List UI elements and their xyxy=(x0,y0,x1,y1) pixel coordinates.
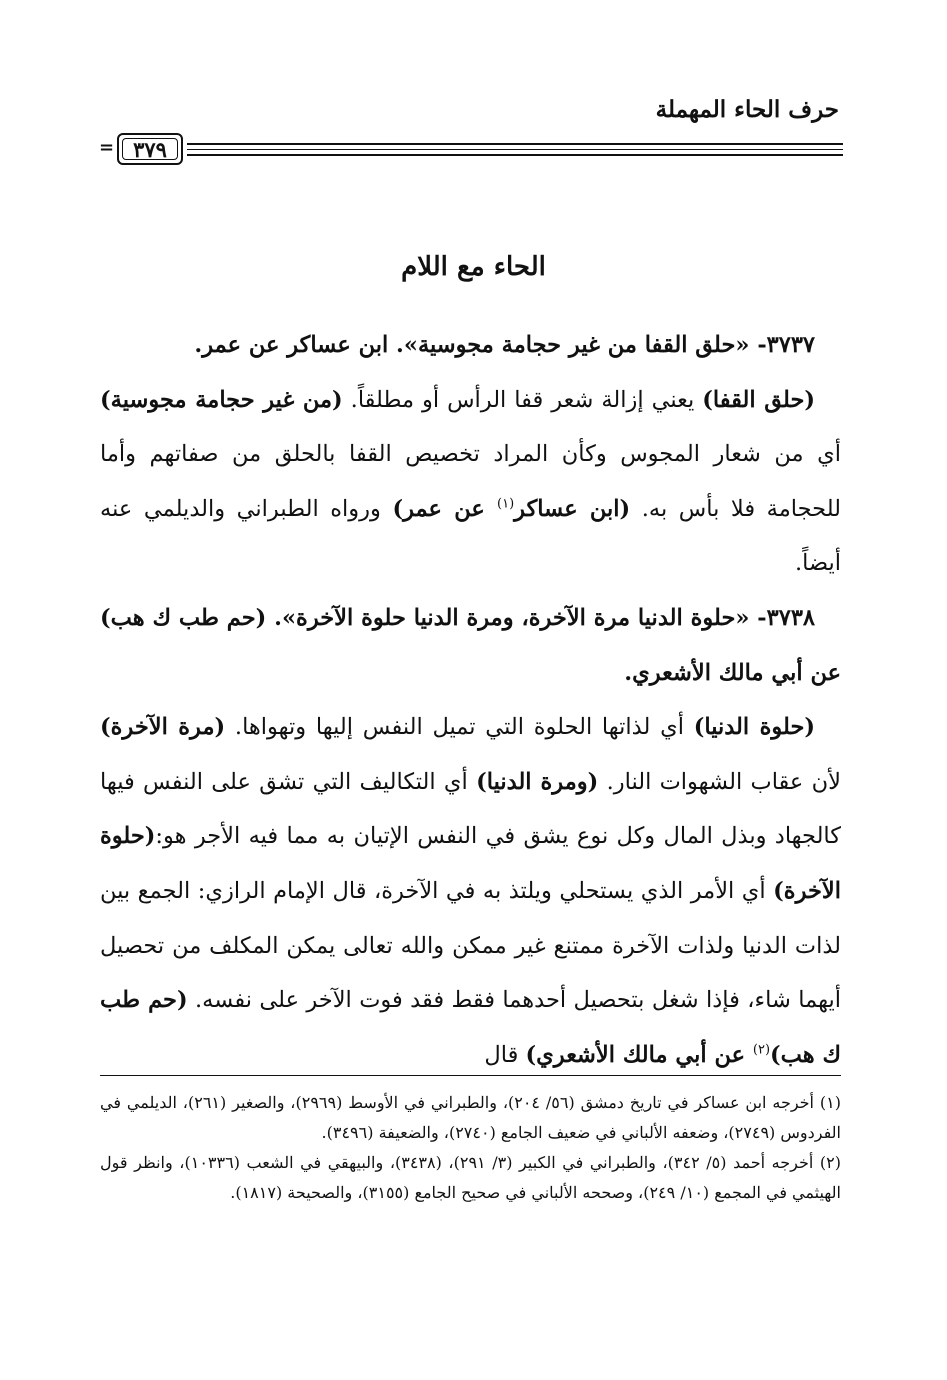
page-number: ٣٧٩ xyxy=(133,136,167,162)
footnote-2: (٢) أخرجه أحمد (٥/ ٣٤٢)، والطبراني في الكبير (٣/ ٢٩١)، (٣٤٣٨)، والبيهقي في الشعب (١٠٣٣٦)، وانظر قول الهيثمي في المجمع (١٠/ ٢٤٩)، وصححه الألباني في صحيح الجامع (٣١٥٥)، والصحيحة (١٨١٧). xyxy=(100,1153,841,1202)
commentary-text: أي لذاتها الحلوة التي تميل النفس إليها وتهواها. xyxy=(225,714,694,741)
commentary-text: ورواه الطبراني والديلمي عنه أيضاً. xyxy=(100,495,841,577)
entry-number: ٣٧٣٧- xyxy=(749,332,815,358)
header-edge-mark: = xyxy=(99,137,115,158)
header-rule xyxy=(187,154,843,156)
commentary-text: أي الأمر الذي يستحلي ويلتذ به في الآخرة، قال الإمام الرازي: الجمع بين لذات الدنيا ولذات الآخرة ممتنع غير ممكن والله تعالى يمكن المكلف من تحصيل أيهما شاء، فإذا شغل بتحصيل أحدهما فقط فقد فوت الآخر على نفسه. xyxy=(100,877,841,1014)
footnote-1: (١) أخرجه ابن عساكر في تاريخ دمشق (٥٦/ ٢٠٤)، والطبراني في الأوسط (٢٩٦٩)، والصغير (٢٦١)، الديلمي في الفردوس (٢٧٤٩)، وضعفه الألباني في ضعيف الجامع (٢٧٤٠)، والضعيفة (٣٤٩٦). xyxy=(100,1093,841,1142)
commentary-3737 xyxy=(100,373,841,591)
hadith-text: «حلق القفا من غير حجامة مجوسية». ابن عساكر عن عمر. xyxy=(194,332,750,358)
header-rule xyxy=(187,149,843,150)
quoted-phrase: (ومرة الدنيا) xyxy=(476,768,599,795)
entry-3738 xyxy=(100,591,841,700)
footnotes xyxy=(100,1088,841,1208)
commentary-text: أي من شعار المجوس وكأن المراد تخصيص القفا بالحلق من صفاتهم وأما للحجامة فلا بأس به. xyxy=(100,441,841,522)
quoted-phrase: (مرة الآخرة) xyxy=(100,714,226,741)
commentary-text: أي التكاليف التي تشق على النفس فيها كالجهاد وبذل المال وكل نوع يشق في النفس الإتيان به مما فيه الأجر هو: xyxy=(100,768,841,850)
commentary-text: لأن عقاب الشهوات النار. xyxy=(598,768,841,795)
quoted-phrase: عن أبي مالك الأشعري) xyxy=(525,1041,753,1068)
footnote-marker[interactable]: (١) xyxy=(497,496,515,512)
quoted-phrase: (حم طب ك هب) xyxy=(100,987,841,1068)
footnote-separator xyxy=(100,1075,841,1076)
hadith-text: «حلوة الدنيا مرة الآخرة، ومرة الدنيا حلوة الآخرة». (حم طب ك هب) عن أبي مالك الأشعري. xyxy=(100,604,841,686)
main-text xyxy=(100,318,841,1082)
chapter-title: حرف الحاء المهملة xyxy=(655,96,839,123)
quoted-phrase: (حلوة الآخرة) xyxy=(100,823,841,904)
quoted-phrase: (ابن عساكر xyxy=(514,495,631,522)
page-number-frame xyxy=(117,133,183,165)
commentary-3738 xyxy=(100,700,841,1082)
commentary-text: قال xyxy=(484,1041,526,1068)
quoted-phrase: عن عمر) xyxy=(392,495,498,522)
commentary-text: يعني إزالة شعر قفا الرأس أو مطلقاً. xyxy=(342,386,703,413)
quoted-phrase: (حلق القفا) xyxy=(702,386,816,413)
header-rule xyxy=(187,143,843,145)
footnote-marker[interactable]: (٢) xyxy=(752,1042,771,1058)
quoted-phrase: (من غير حجامة مجوسية) xyxy=(100,386,343,413)
entry-3737 xyxy=(100,318,841,373)
section-heading: الحاء مع اللام xyxy=(401,252,546,282)
entry-number: ٣٧٣٨- xyxy=(749,604,815,631)
quoted-phrase: (حلوة الدنيا) xyxy=(693,714,815,741)
